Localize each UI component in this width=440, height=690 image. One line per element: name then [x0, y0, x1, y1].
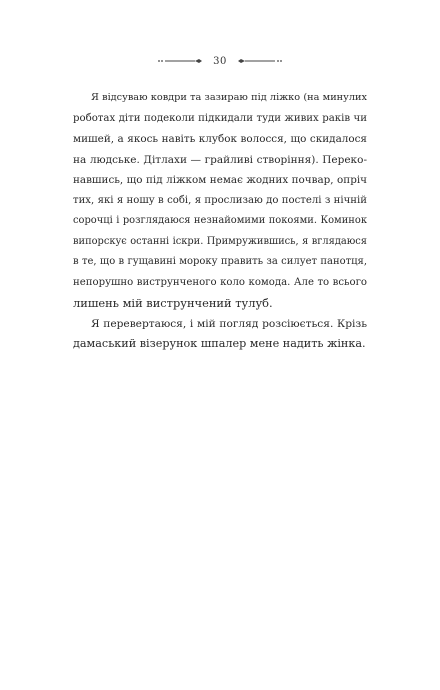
text-line: лишень мій виструнчений тулуб.	[73, 296, 273, 310]
page-header	[0, 52, 440, 70]
text-line: в те, що в гущавині мороку править за силует панотця,	[73, 256, 367, 267]
text-line: непорушно виструнченого коло комода. Але то всього	[73, 276, 367, 288]
text-line: роботах діти подеколи підкидали туди живих раків чи	[73, 112, 367, 124]
text-line: тих, які я ношу в собі, я прослизаю до постелі з нічній	[73, 194, 367, 206]
text-line: дамаський візерунок шпалер мене надить жінка.	[73, 337, 366, 350]
text-line: мишей, а якось навіть клубок волосся, що скидалося	[73, 133, 367, 145]
paragraph	[73, 88, 367, 314]
left-ornament-icon	[157, 56, 203, 66]
text-line: навшись, що під ліжком немає жодних почвар, опріч	[73, 174, 367, 186]
body-text	[73, 88, 367, 355]
text-line: Я відсуваю ковдри та зазираю під ліжко (на минулих	[91, 92, 367, 103]
text-line: випорскує останні іскри. Примружившись, я вглядаюся	[73, 235, 367, 247]
text-line: на людське. Дітлахи — грайливі створіння). Переко-	[73, 153, 367, 166]
page-number: 30	[213, 55, 227, 67]
text-line: сорочці і розглядаюся незнайомими покоями. Коминок	[73, 215, 367, 226]
paragraph	[73, 314, 367, 355]
right-ornament-icon	[237, 56, 283, 66]
text-line: Я перевертаюся, і мій погляд розсіюється. Крізь	[91, 316, 367, 330]
